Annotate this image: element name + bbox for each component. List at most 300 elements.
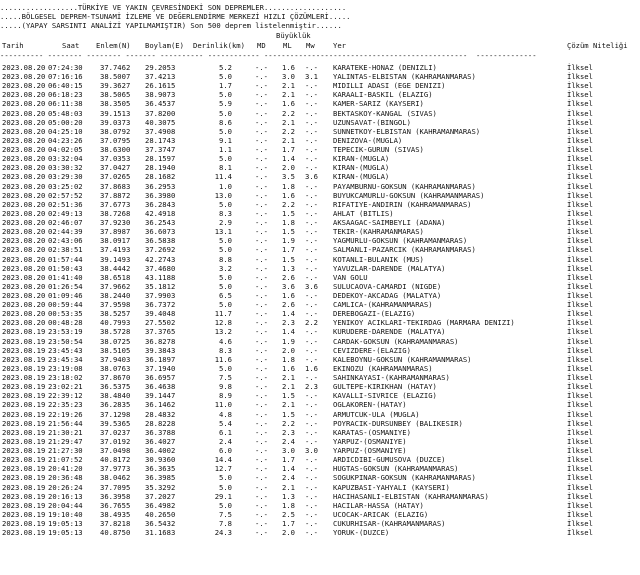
mw-cell: -.- (305, 236, 318, 246)
location-cell: DEDEKOY-AKCADAG (MALATYA) (333, 291, 442, 300)
depth-cell: 5.0 (219, 272, 232, 282)
latitude-cell: 38.5007 (100, 72, 131, 82)
time-cell: 06:11:38 (48, 99, 83, 109)
time-cell: 23:02:21 (48, 382, 83, 392)
longitude-cell: 36.2953 (145, 181, 176, 191)
latitude-cell: 38.0792 (100, 126, 131, 136)
longitude-cell: 42.4918 (145, 208, 176, 218)
date-cell: 2023.08.20 (2, 154, 46, 164)
latitude-cell: 37.6773 (100, 199, 131, 209)
latitude-cell: 40.8172 (100, 455, 131, 465)
latitude-cell: 37.0795 (100, 135, 131, 145)
longitude-cell: 27.5502 (145, 318, 176, 328)
quality-cell: İlksel (567, 455, 593, 465)
latitude-cell: 37.9403 (100, 354, 131, 364)
quality-cell: İlksel (567, 363, 593, 373)
mw-cell: -.- (305, 227, 318, 237)
depth-cell: 5.0 (219, 473, 232, 483)
location-cell: YALINTAS-ELBISTAN (KAHRAMANMARAS) (333, 72, 476, 82)
mw-cell: 3.6 (305, 281, 318, 291)
time-cell: 05:48:03 (48, 108, 83, 118)
ml-cell: 1.5 (282, 409, 295, 419)
latitude-cell: 39.5365 (100, 418, 131, 428)
location-cell: KAVALLI-SIVRICE (ELAZIG) (333, 391, 437, 401)
time-cell: 19:05:13 (48, 528, 83, 538)
quality-cell: İlksel (567, 409, 593, 419)
table-row (0, 127, 640, 136)
depth-cell: 5.0 (219, 154, 232, 164)
time-cell: 03:29:30 (48, 172, 83, 182)
location-cell: BEKTASKOY-KANGAL (SIVAS) (333, 108, 437, 118)
latitude-cell: 40.7993 (100, 318, 131, 328)
md-cell: -.- (255, 327, 268, 337)
longitude-cell: 38.9073 (145, 90, 176, 100)
longitude-cell: 42.2743 (145, 254, 176, 264)
depth-cell: 5.0 (219, 236, 232, 246)
table-row (0, 373, 640, 382)
depth-cell: 2.9 (219, 218, 232, 228)
ml-cell: 2.1 (282, 135, 295, 145)
md-cell: -.- (255, 154, 268, 164)
time-cell: 02:49:13 (48, 208, 83, 218)
table-row (0, 282, 640, 291)
md-cell: -.- (255, 519, 268, 528)
ml-cell: 2.0 (282, 163, 295, 173)
location-cell: TEPECIK-GURUN (SIVAS) (333, 145, 424, 155)
ml-cell: 1.3 (282, 263, 295, 273)
depth-cell: 5.2 (219, 63, 232, 72)
table-row (0, 337, 640, 346)
quality-cell: İlksel (567, 154, 593, 164)
col-header-nitelik: Çözüm Niteliği (567, 41, 628, 50)
date-cell: 2023.08.19 (2, 436, 46, 446)
mw-cell: -.- (305, 245, 318, 255)
time-cell: 23:53:19 (48, 327, 83, 337)
ml-cell: 2.5 (282, 509, 295, 519)
location-cell: KARATAS-(OSMANIYE) (333, 427, 411, 437)
quality-cell: İlksel (567, 418, 593, 428)
ml-cell: 2.1 (282, 117, 295, 127)
latitude-cell: 37.0427 (100, 163, 131, 173)
md-cell: -.- (255, 482, 268, 492)
location-cell: SULUCAOVA-CAMARDI (NIGDE) (333, 281, 442, 291)
depth-cell: 24.3 (214, 528, 232, 538)
date-cell: 2023.08.20 (2, 199, 46, 209)
ml-cell: 2.3 (282, 318, 295, 328)
md-cell: -.- (255, 291, 268, 300)
md-cell: -.- (255, 72, 268, 82)
md-cell: -.- (255, 336, 268, 346)
depth-cell: 12.7 (214, 464, 232, 474)
table-row (0, 200, 640, 209)
location-cell: POYRACIK-DURSUNBEY (BALIKESIR) (333, 418, 463, 428)
table-row (0, 355, 640, 364)
col-header-enlem: Enlem(N) (96, 41, 131, 50)
quality-cell: İlksel (567, 382, 593, 392)
depth-cell: 5.0 (219, 72, 232, 82)
table-row (0, 145, 640, 154)
header-separator: ---------- -------- -------- ------- ---------- ------------ ----------------------------------------------- -------------- (0, 51, 537, 60)
table-row (0, 63, 640, 72)
depth-cell: 2.4 (219, 436, 232, 446)
quality-cell: İlksel (567, 227, 593, 237)
depth-cell: 5.4 (219, 418, 232, 428)
date-cell: 2023.08.19 (2, 473, 46, 483)
date-cell: 2023.08.19 (2, 382, 46, 392)
longitude-cell: 26.1615 (145, 81, 176, 91)
latitude-cell: 37.8218 (100, 519, 131, 528)
md-cell: -.- (255, 382, 268, 392)
time-cell: 00:48:28 (48, 318, 83, 328)
longitude-cell: 28.4832 (145, 409, 176, 419)
depth-cell: 5.0 (219, 500, 232, 510)
magnitude-group-header (0, 31, 311, 40)
table-row (0, 318, 640, 327)
mw-cell: -.- (305, 473, 318, 483)
ml-cell: 1.4 (282, 327, 295, 337)
mw-cell: -.- (305, 354, 318, 364)
date-cell: 2023.08.19 (2, 455, 46, 465)
quality-cell: İlksel (567, 291, 593, 300)
longitude-cell: 29.2053 (145, 63, 176, 72)
md-cell: -.- (255, 418, 268, 428)
ml-cell: 2.3 (282, 427, 295, 437)
latitude-cell: 37.0353 (100, 154, 131, 164)
quality-cell: İlksel (567, 117, 593, 127)
time-cell: 02:57:52 (48, 190, 83, 200)
longitude-cell: 28.1940 (145, 163, 176, 173)
table-row (0, 81, 640, 90)
time-cell: 20:04:44 (48, 500, 83, 510)
mw-cell: -.- (305, 199, 318, 209)
table-row (0, 437, 640, 446)
table-row (0, 291, 640, 300)
time-cell: 02:51:36 (48, 199, 83, 209)
ml-cell: 2.6 (282, 300, 295, 310)
date-cell: 2023.08.19 (2, 363, 46, 373)
date-cell: 2023.08.19 (2, 446, 46, 456)
location-cell: DEREBOGAZI-(ELAZIG) (333, 309, 416, 319)
depth-cell: 5.0 (219, 108, 232, 118)
md-cell: -.- (255, 172, 268, 182)
time-cell: 04:02:05 (48, 145, 83, 155)
mw-cell: -.- (305, 154, 318, 164)
mw-cell: -.- (305, 436, 318, 446)
latitude-cell: 39.1513 (100, 108, 131, 118)
date-cell: 2023.08.20 (2, 81, 46, 91)
table-row (0, 492, 640, 501)
depth-cell: 5.0 (219, 90, 232, 100)
table-row (0, 109, 640, 118)
md-cell: -.- (255, 236, 268, 246)
depth-cell: 13.2 (214, 327, 232, 337)
latitude-cell: 38.6300 (100, 145, 131, 155)
ml-cell: 1.5 (282, 391, 295, 401)
col-header-yer: Yer (333, 41, 346, 50)
quality-cell: İlksel (567, 163, 593, 173)
time-cell: 04:25:10 (48, 126, 83, 136)
time-cell: 02:43:06 (48, 236, 83, 246)
mw-cell: -.- (305, 464, 318, 474)
quality-cell: İlksel (567, 491, 593, 501)
quality-cell: İlksel (567, 126, 593, 136)
location-cell: KARATEKE-HONAZ (DENIZLI) (333, 63, 437, 72)
time-cell: 04:23:26 (48, 135, 83, 145)
time-cell: 22:19:26 (48, 409, 83, 419)
latitude-cell: 37.9598 (100, 300, 131, 310)
quality-cell: İlksel (567, 190, 593, 200)
table-row (0, 446, 640, 455)
table-row (0, 382, 640, 391)
quality-cell: İlksel (567, 145, 593, 155)
ml-cell: 2.1 (282, 482, 295, 492)
md-cell: -.- (255, 135, 268, 145)
quality-cell: İlksel (567, 345, 593, 355)
table-row (0, 528, 640, 537)
date-cell: 2023.08.20 (2, 245, 46, 255)
quality-cell: İlksel (567, 400, 593, 410)
md-cell: -.- (255, 373, 268, 383)
md-cell: -.- (255, 400, 268, 410)
latitude-cell: 40.8750 (100, 528, 131, 538)
md-cell: -.- (255, 509, 268, 519)
md-cell: -.- (255, 263, 268, 273)
time-cell: 07:24:30 (48, 63, 83, 72)
md-cell: -.- (255, 99, 268, 109)
ml-cell: 1.7 (282, 455, 295, 465)
latitude-cell: 38.2440 (100, 291, 131, 300)
time-cell: 01:26:54 (48, 281, 83, 291)
longitude-cell: 31.1683 (145, 528, 176, 538)
time-cell: 02:46:07 (48, 218, 83, 228)
longitude-cell: 37.4680 (145, 263, 176, 273)
mw-cell: -.- (305, 491, 318, 501)
quality-cell: İlksel (567, 336, 593, 346)
mw-cell: -.- (305, 409, 318, 419)
date-cell: 2023.08.19 (2, 464, 46, 474)
md-cell: -.- (255, 391, 268, 401)
date-cell: 2023.08.19 (2, 354, 46, 364)
md-cell: -.- (255, 491, 268, 501)
date-cell: 2023.08.19 (2, 409, 46, 419)
longitude-cell: 28.1597 (145, 154, 176, 164)
latitude-cell: 38.4840 (100, 391, 131, 401)
md-cell: -.- (255, 473, 268, 483)
time-cell: 22:39:12 (48, 391, 83, 401)
longitude-cell: 36.1897 (145, 354, 176, 364)
table-row (0, 300, 640, 309)
depth-cell: 11.7 (214, 309, 232, 319)
longitude-cell: 30.9360 (145, 455, 176, 465)
longitude-cell: 36.6957 (145, 373, 176, 383)
location-cell: SAHINKAYASI-(KAHRAMANMARAS) (333, 373, 450, 383)
quality-cell: İlksel (567, 263, 593, 273)
latitude-cell: 38.0917 (100, 236, 131, 246)
depth-cell: 8.3 (219, 345, 232, 355)
date-cell: 2023.08.19 (2, 528, 46, 538)
depth-cell: 13.0 (214, 190, 232, 200)
date-cell: 2023.08.20 (2, 135, 46, 145)
ml-cell: 1.4 (282, 154, 295, 164)
ml-cell: 1.6 (282, 63, 295, 72)
location-cell: PAYAMBURNU-GOKSUN (KAHRAMANMARAS) (333, 181, 476, 191)
latitude-cell: 37.0265 (100, 172, 131, 182)
location-cell: YAGMURLU-GOKSUN (KAHRAMANMARAS) (333, 236, 468, 246)
mw-cell: 2.3 (305, 382, 318, 392)
depth-cell: 1.0 (219, 181, 232, 191)
date-cell: 2023.08.20 (2, 309, 46, 319)
longitude-cell: 36.3788 (145, 427, 176, 437)
mw-cell: -.- (305, 300, 318, 310)
quality-cell: İlksel (567, 218, 593, 228)
quality-cell: İlksel (567, 63, 593, 72)
header-buyukluk: Büyüklük (276, 31, 311, 40)
quality-cell: İlksel (567, 72, 593, 82)
md-cell: -.- (255, 181, 268, 191)
time-cell: 20:26:24 (48, 482, 83, 492)
quality-cell: İlksel (567, 309, 593, 319)
location-cell: CAMLICA-(KAHRAMANMARAS) (333, 300, 433, 310)
table-row (0, 419, 640, 428)
md-cell: -.- (255, 455, 268, 465)
depth-cell: 1.1 (219, 145, 232, 155)
location-cell: CEVIZDERE-(ELAZIG) (333, 345, 411, 355)
location-cell: UZUNSAVAT-(BINGOL) (333, 117, 411, 127)
table-row (0, 136, 640, 145)
ml-cell: 1.9 (282, 336, 295, 346)
latitude-cell: 38.0462 (100, 473, 131, 483)
md-cell: -.- (255, 427, 268, 437)
time-cell: 02:44:39 (48, 227, 83, 237)
date-cell: 2023.08.20 (2, 99, 46, 109)
location-cell: KURUDERE-DARENDE (MALATYA) (333, 327, 446, 337)
quality-cell: İlksel (567, 446, 593, 456)
ml-cell: 1.7 (282, 245, 295, 255)
quality-cell: İlksel (567, 318, 593, 328)
quality-cell: İlksel (567, 473, 593, 483)
latitude-cell: 37.8683 (100, 181, 131, 191)
date-cell: 2023.08.20 (2, 126, 46, 136)
mw-cell: -.- (305, 391, 318, 401)
date-cell: 2023.08.19 (2, 427, 46, 437)
mw-cell: -.- (305, 418, 318, 428)
location-cell: SOGUKPINAR-GOKSUN (KAHRAMANMARAS) (333, 473, 476, 483)
date-cell: 2023.08.19 (2, 509, 46, 519)
longitude-cell: 43.1188 (145, 272, 176, 282)
md-cell: -.- (255, 363, 268, 373)
depth-cell: 12.8 (214, 318, 232, 328)
date-cell: 2023.08.20 (2, 90, 46, 100)
date-cell: 2023.08.20 (2, 227, 46, 237)
latitude-cell: 37.9662 (100, 281, 131, 291)
ml-cell: 2.0 (282, 528, 295, 538)
location-cell: SALMANLI-PAZARCIK (KAHRAMANMARAS) (333, 245, 476, 255)
depth-cell: 5.0 (219, 281, 232, 291)
time-cell: 20:16:13 (48, 491, 83, 501)
col-header-derinlik: Derinlik(km) (193, 41, 245, 50)
quality-cell: İlksel (567, 519, 593, 528)
latitude-cell: 38.4442 (100, 263, 131, 273)
depth-cell: 5.0 (219, 482, 232, 492)
md-cell: -.- (255, 409, 268, 419)
ml-cell: 1.4 (282, 309, 295, 319)
date-cell: 2023.08.20 (2, 72, 46, 82)
longitude-cell: 40.3075 (145, 117, 176, 127)
latitude-cell: 36.7655 (100, 500, 131, 510)
table-row (0, 364, 640, 373)
col-header-tarih: Tarih (2, 41, 24, 50)
quality-cell: İlksel (567, 172, 593, 182)
ml-cell: 1.6 (282, 291, 295, 300)
location-cell: AKSAAGAC-SAIMBEYLI (ADANA) (333, 218, 446, 228)
longitude-cell: 37.9903 (145, 291, 176, 300)
longitude-cell: 36.3635 (145, 464, 176, 474)
depth-cell: 7.5 (219, 373, 232, 383)
depth-cell: 1.7 (219, 81, 232, 91)
location-cell: DENIZOVA-(MUGLA) (333, 135, 403, 145)
latitude-cell: 38.0763 (100, 363, 131, 373)
table-row (0, 519, 640, 528)
table-row (0, 218, 640, 227)
latitude-cell: 38.5257 (100, 309, 131, 319)
date-cell: 2023.08.19 (2, 373, 46, 383)
time-cell: 21:30:21 (48, 427, 83, 437)
ml-cell: 2.2 (282, 126, 295, 136)
quality-cell: İlksel (567, 108, 593, 118)
md-cell: -.- (255, 190, 268, 200)
location-cell: SUNNETKOY-ELBISTAN (KAHRAMANMARAS) (333, 126, 481, 136)
date-cell: 2023.08.20 (2, 263, 46, 273)
mw-cell: -.- (305, 528, 318, 538)
time-cell: 19:05:13 (48, 519, 83, 528)
depth-cell: 3.2 (219, 263, 232, 273)
longitude-cell: 28.1682 (145, 172, 176, 182)
time-cell: 22:35:23 (48, 400, 83, 410)
date-cell: 2023.08.20 (2, 117, 46, 127)
mw-cell: -.- (305, 427, 318, 437)
time-cell: 00:59:44 (48, 300, 83, 310)
md-cell: -.- (255, 63, 268, 72)
ml-cell: 2.6 (282, 272, 295, 282)
ml-cell: 2.4 (282, 436, 295, 446)
longitude-cell: 36.4982 (145, 500, 176, 510)
latitude-cell: 38.7268 (100, 208, 131, 218)
table-row (0, 154, 640, 163)
quality-cell: İlksel (567, 208, 593, 218)
ml-cell: 1.8 (282, 181, 295, 191)
mw-cell: 3.6 (305, 172, 318, 182)
latitude-cell: 38.4935 (100, 509, 131, 519)
ml-cell: 1.6 (282, 99, 295, 109)
location-cell: YARPUZ-(OSMANIYE) (333, 446, 407, 456)
quality-cell: İlksel (567, 509, 593, 519)
date-cell: 2023.08.20 (2, 272, 46, 282)
depth-cell: 5.0 (219, 363, 232, 373)
longitude-cell: 36.2843 (145, 199, 176, 209)
time-cell: 01:50:43 (48, 263, 83, 273)
col-header-mw: Mw (306, 41, 315, 50)
time-cell: 06:40:15 (48, 81, 83, 91)
quality-cell: İlksel (567, 482, 593, 492)
md-cell: -.- (255, 309, 268, 319)
md-cell: -.- (255, 117, 268, 127)
location-cell: YORUK-(DUZCE) (333, 528, 390, 538)
banner-line-3: .....(YAPAY SARSINTI ANALİZİ YAPILMAMIŞTIR) Son 500 deprem listelenmiştir...... (0, 21, 342, 30)
table-row (0, 191, 640, 200)
time-cell: 23:50:54 (48, 336, 83, 346)
mw-cell: -.- (305, 327, 318, 337)
date-cell: 2023.08.20 (2, 254, 46, 264)
